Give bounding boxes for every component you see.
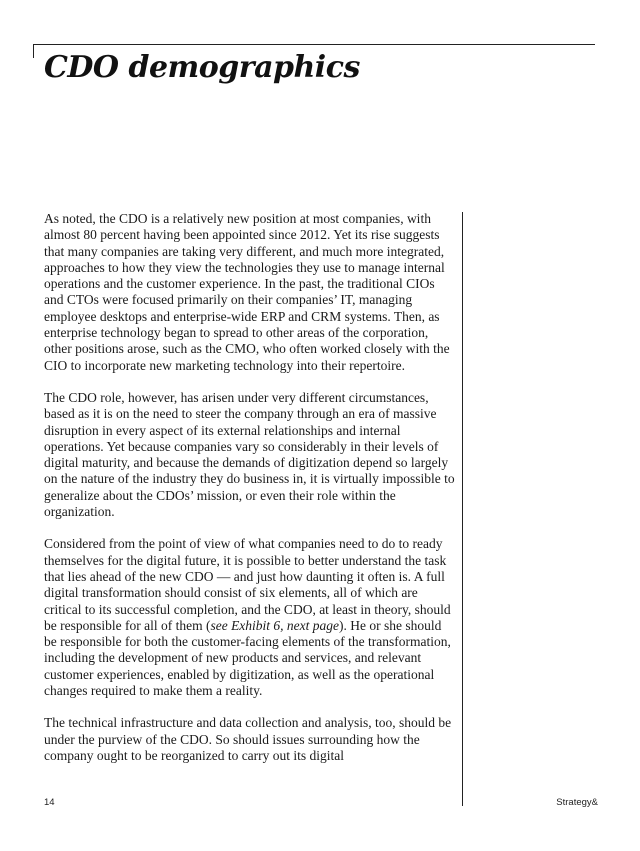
paragraph-2: The CDO role, however, has arisen under very different circumstances, based as it is on the need to steer the company through an era of massive disruption in every aspect of its external relationships and internal operations. Yet because companies vary so considerably in their levels of digital maturity, and because the demands of digitization depend so largely on the nature of the industry they do business in, it is virtually impossible to generalize about the CDOs’ mission, or even their role within the organization. xyxy=(44,389,455,520)
paragraph-3-text-b: ). He or she should be responsible for both the customer-facing elements of the transformation, including the development of new products and services, and relevant customer experiences, enabled by digitization, as well as the operational changes required to make them a reality. xyxy=(44,617,451,699)
paragraph-3 xyxy=(44,536,456,699)
paragraph-4: The technical infrastructure and data collection and analysis, too, should be under the purview of the CDO. So should issues surrounding how the company ought to be reorganized to carry out its digital xyxy=(44,715,452,763)
page-title: CDO demographics xyxy=(44,50,360,85)
page-number: 14 xyxy=(44,797,55,808)
column-rule xyxy=(462,212,463,806)
top-rule-tick xyxy=(33,44,34,58)
paragraph-1: As noted, the CDO is a relatively new position at most companies, with almost 80 percent having been appointed since 2012. Yet its rise suggests that many companies are taking very different, and much more integrated, approaches to how they view the technologies they use to manage internal operations and the customer experience. In the past, the traditional CIOs and CTOs were focused primarily on their companies’ IT, managing employee desktops and enterprise-wide ERP and CRM systems. Then, as enterprise technology began to spread to other areas of the corporation, other positions arose, such as the CMO, who often worked closely with the CIO to incorporate new marketing technology into their repertoire. xyxy=(44,211,450,373)
top-rule xyxy=(33,44,595,45)
paragraph-3-text-a: Considered from the point of view of what companies need to do to ready themselves for the digital future, it is possible to better understand the task that lies ahead of the new CDO — and just how daunting it often is. A full digital transformation should consist of six elements, all of which are critical to its successful completion, and the CDO, at least in theory, should be responsible for all of them ( xyxy=(44,536,451,633)
exhibit-reference: see Exhibit 6, next page xyxy=(210,617,340,633)
brand-name: Strategy& xyxy=(556,797,598,808)
body-text xyxy=(44,211,456,780)
